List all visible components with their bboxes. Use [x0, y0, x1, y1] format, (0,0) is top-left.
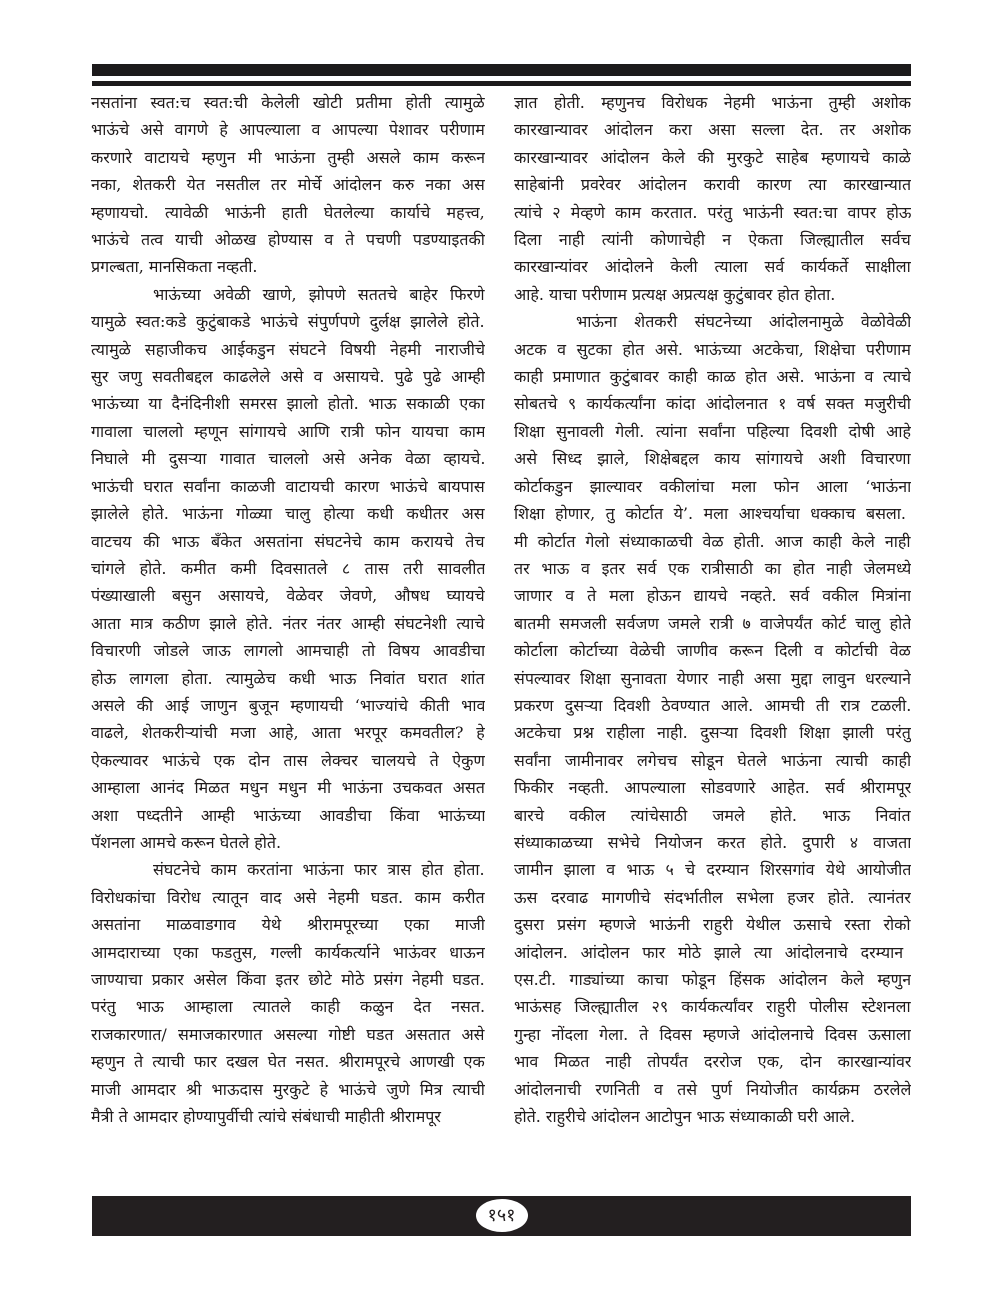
text-line: परंतु भाऊ आम्हाला त्यातले काही कळुन देत नसत.: [91, 997, 485, 1017]
text-line: कोर्टाकडुन झाल्यावर वकीलांचा मला फोन आला ‘भाऊंना: [514, 476, 911, 496]
text-line: प्रगल्बता, मानसिकता नव्हती.: [91, 257, 258, 277]
text-line: राजकारणात/ समाजकारणात असल्या गोष्टी घडत असतात असे: [91, 1024, 485, 1044]
text-line: संध्याकाळच्या सभेचे नियोजन करत होते. दुपारी ४ वाजता: [514, 832, 911, 852]
text-line: दिला नाही त्यांनी कोणाचेही न ऐकता जिल्ह्यातील सर्वच: [514, 230, 911, 250]
text-line: भाऊंच्या अवेळी खाणे, झोपणे सततचे बाहेर फिरणे: [153, 284, 485, 304]
text-line: शिक्षा सुनावली गेली. त्यांना सर्वांना पहिल्या दिवशी दोषी आहे: [514, 421, 911, 441]
text-line: आता मात्र कठीण झाले होते. नंतर नंतर आम्ही संघटनेशी त्याचे: [91, 613, 485, 633]
text-line: सर्वांना जामीनावर लगेचच सोडून घेतले भाऊंना त्याची काही: [514, 750, 911, 770]
paragraph: [514, 308, 911, 1130]
text-line: जाण्याचा प्रकार असेल किंवा इतर छोटे मोठे प्रसंग नेहमी घडत.: [91, 970, 485, 989]
text-line: कारखान्यांवर आंदोलने केली त्याला सर्व कार्यकर्ते साक्षीला: [514, 257, 911, 277]
text-line: असले की आई जाणुन बुजून म्हणायची ‘भाज्यांचे कीती भाव: [91, 695, 485, 715]
text-line: म्हणायचो. त्यावेळी भाऊंनी हाती घेतलेल्या कार्याचे महत्त्व,: [91, 202, 485, 222]
text-line: झालेले होते. भाऊंना गोळ्या चालु होत्या कधी कधीतर अस: [91, 504, 485, 524]
text-line: आंदोलनाची रणनिती व तसे पुर्ण नियोजीत कार्यक्रम ठरलेले: [514, 1079, 911, 1099]
text-line: संपल्यावर शिक्षा सुनावता येणार नाही असा मुद्दा लावुन धरल्याने: [514, 668, 911, 688]
text-line: भाऊंच्या या दैनंदिनीशी समरस झालो होतो. भाऊ सकाळी एका: [91, 394, 485, 414]
text-line: सुर जणु सवतीबद्दल काढलेले असे व असायचे. पुढे पुढे आम्ही: [91, 367, 485, 387]
left-column: [91, 89, 485, 1130]
text-line: म्हणुन ते त्याची फार दखल घेत नसत. श्रीरामपूरचे आणखी एक: [91, 1052, 485, 1072]
text-line: गावाला चाललो म्हणून सांगायचे आणि रात्री फोन यायचा काम: [91, 421, 485, 441]
paragraph: [91, 281, 485, 857]
page-number: १५१: [476, 1199, 528, 1232]
text-line: माजी आमदार श्री भाऊदास मुरकुटे हे भाऊंचे जुणे मित्र त्याची: [91, 1079, 485, 1099]
text-line: भाऊंचे तत्व याची ओळख होण्यास व ते पचणी पडण्याइतकी: [91, 230, 485, 250]
text-line: नसतांना स्वत:च स्वत:ची केलेली खोटी प्रतीमा होती त्यामुळे: [91, 93, 485, 112]
text-line: भाऊंना शेतकरी संघटनेच्या आंदोलनामुळे वेळोवेळी: [576, 312, 911, 332]
text-line: आंदोलन. आंदोलन फार मोठे झाले त्या आंदोलनाचे दरम्यान: [514, 942, 904, 962]
text-line: भाऊंसह जिल्ह्यातील २९ कार्यकर्त्यांवर राहुरी पोलीस स्टेशनला: [514, 997, 911, 1017]
text-line: काही प्रमाणात कुटुंबावर काही काळ होत असे. भाऊंना व त्याचे: [514, 367, 911, 387]
text-line: असतांना माळवाडगाव येथे श्रीरामपूरच्या एका माजी: [91, 915, 485, 935]
header-rule-thin: [92, 81, 911, 86]
text-line: ऐकल्यावर भाऊंचे एक दोन तास लेक्चर चालयचे ते ऐकुण: [91, 750, 485, 770]
text-line: अटकेचा प्रश्न राहीला नाही. दुसऱ्या दिवशी शिक्षा झाली परंतु: [514, 723, 911, 743]
text-line: भाऊंचे असे वागणे हे आपल्याला व आपल्या पेशावर परीणाम: [91, 120, 485, 140]
text-line: वाढले, शेतकरीऱ्यांची मजा आहे, आता भरपूर कमवतील? हे: [91, 723, 485, 743]
text-line: भाऊंची घरात सर्वांना काळजी वाटायची कारण भाऊंचे बायपास: [91, 476, 485, 496]
text-line: बारचे वकील त्यांचेसाठी जमले होते. भाऊ निवांत: [514, 805, 911, 825]
text-line: करणारे वाटायचे म्हणुन मी भाऊंना तुम्ही असले काम करून: [91, 147, 485, 167]
text-line: गुन्हा नोंदला गेला. ते दिवस म्हणजे आंदोलनाचे दिवस ऊसाला: [514, 1024, 911, 1044]
text-line: पंख्याखाली बसुन असायचे, वेळेवर जेवणे, औषध घ्यायचे: [91, 586, 485, 606]
text-line: मैत्री ते आमदार होण्यापुर्वीची त्यांचे संबंधाची माहीती श्रीरामपूर: [91, 1107, 441, 1127]
text-line: दुसरा प्रसंग म्हणजे भाऊंनी राहुरी येथील ऊसाचे रस्ता रोको: [514, 915, 911, 935]
text-line: होते. राहुरीचे आंदोलन आटोपुन भाऊ संध्याकाळी घरी आले.: [514, 1107, 856, 1127]
right-column: [514, 89, 911, 1130]
text-line: प्रकरण दुसऱ्या दिवशी ठेवण्यात आले. आमची ती रात्र टळली.: [514, 695, 911, 715]
text-line: कोर्टाला कोर्टाच्या वेळेची जाणीव करून दिली व कोर्टाची वेळ: [514, 641, 911, 661]
text-line: वाटचय की भाऊ बँकेत असतांना संघटनेचे काम करायचे तेच: [91, 531, 485, 551]
paragraph: [91, 856, 485, 1130]
text-line: अशा पध्दतीने आम्ही भाऊंच्या आवडीचा किंवा भाऊंच्या: [91, 805, 485, 825]
header-rule-thick: [92, 64, 911, 76]
text-line: आम्हाला आनंद मिळत मधुन मधुन मी भाऊंना उचकवत असत: [91, 778, 485, 798]
text-line: तर भाऊ व इतर सर्व एक रात्रीसाठी का होत नाही जेलमध्ये: [514, 558, 911, 578]
text-line: साहेबांनी प्रवरेवर आंदोलन करावी कारण त्या कारखान्यात: [514, 175, 911, 195]
text-line: शिक्षा होणार, तु कोर्टात ये’. मला आश्चर्याचा धक्काच बसला.: [514, 504, 906, 524]
text-line: निघाले मी दुसऱ्या गावात चाललो असे अनेक वेळा व्हायचे.: [91, 449, 485, 469]
text-line: फिकीर नव्हती. आपल्याला सोडवणारे आहेत. सर्व श्रीरामपूर: [514, 778, 911, 798]
text-line: सोबतचे ९ कार्यकर्त्यांना कांदा आंदोलनात १ वर्ष सक्त मजुरीची: [514, 394, 911, 414]
text-line: मी कोर्टात गेलो संध्याकाळची वेळ होती. आज काही केले नाही: [514, 531, 911, 551]
text-line: नका, शेतकरी येत नसतील तर मोर्चे आंदोलन करु नका अस: [91, 175, 485, 195]
text-line: विचारणी जोडले जाऊ लागलो आमचाही तो विषय आवडीचा: [91, 641, 485, 661]
text-line: ज्ञात होती. म्हणुनच विरोधक नेहमी भाऊंना तुम्ही अशोक: [514, 93, 911, 112]
text-line: त्यांचे २ मेव्हणे काम करतात. परंतु भाऊंनी स्वत:चा वापर होऊ: [514, 202, 911, 222]
text-line: आहे. याचा परीणाम प्रत्यक्ष अप्रत्यक्ष कुटुंबावर होत होता.: [514, 284, 836, 304]
text-line: अटक व सुटका होत असे. भाऊंच्या अटकेचा, शिक्षेचा परीणाम: [514, 339, 911, 359]
text-line: जाणार व ते मला होऊन द्यायचे नव्हते. सर्व वकील मित्रांना: [514, 586, 911, 606]
footer-bar: [92, 1196, 911, 1236]
text-line: पॅशनला आमचे करून घेतले होते.: [91, 832, 282, 852]
paragraph: [514, 89, 911, 308]
text-line: बातमी समजली सर्वजण जमले रात्री ७ वाजेपर्यंत कोर्ट चालु होते: [514, 613, 911, 633]
text-line: आमदाराच्या एका फडतुस, गल्ली कार्यकर्त्याने भाऊंवर धाऊन: [91, 942, 485, 962]
text-line: एस.टी. गाड्यांच्या काचा फोडून हिंसक आंदोलन केले म्हणुन: [514, 970, 911, 989]
paragraph: [91, 89, 485, 281]
text-line: संघटनेचे काम करतांना भाऊंना फार त्रास होत होता.: [153, 860, 485, 880]
text-line: चांगले होते. कमीत कमी दिवसातले ८ तास तरी सावलीत: [91, 558, 485, 578]
text-line: कारखान्यावर आंदोलन केले की मुरकुटे साहेब म्हणायचे काळे: [514, 147, 911, 167]
text-line: त्यामुळे सहाजीकच आईकडुन संघटने विषयी नेहमी नाराजीचे: [91, 339, 485, 359]
text-line: यामुळे स्वत:कडे कुटुंबाकडे भाऊंचे संपुर्णपणे दुर्लक्ष झालेले होते.: [91, 312, 485, 332]
text-line: कारखान्यावर आंदोलन करा असा सल्ला देत. तर अशोक: [514, 120, 911, 140]
text-line: भाव मिळत नाही तोपर्यंत दररोज एक, दोन कारखान्यांवर: [514, 1052, 911, 1072]
text-line: जामीन झाला व भाऊ ५ चे दरम्यान शिरसगांव येथे आयोजीत: [514, 860, 911, 880]
text-line: होऊ लागला होता. त्यामुळेच कधी भाऊ निवांत घरात शांत: [91, 668, 485, 688]
text-line: ऊस दरवाढ मागणीचे संदर्भातील सभेला हजर होते. त्यानंतर: [514, 887, 911, 907]
text-line: विरोधकांचा विरोध त्यातून वाद असे नेहमी घडत. काम करीत: [91, 887, 485, 907]
text-line: असे सिध्द झाले, शिक्षेबद्दल काय सांगायचे अशी विचारणा: [514, 449, 911, 469]
